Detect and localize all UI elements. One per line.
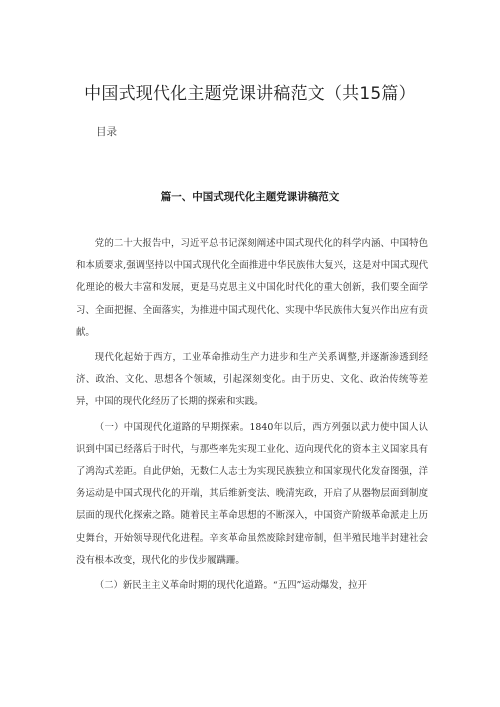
section-heading: 篇一、中国式现代化主题党课讲稿范文 xyxy=(160,191,340,203)
paragraph-1: 党的二十大报告中，习近平总书记深刻阐述中国式现代化的科学内涵、中国特色和本质要求,强调坚持以中国式现代化全面推进中华民族伟大复兴，这是对中国式现代化理论的极大丰富和发展，更是马克思主义中国化时代化的重大创新，我们要全面学习、全面把握、全面落实，为推进中国式现代化、实现中华民族伟大复兴作出应有贡献。 xyxy=(76,238,428,338)
paragraph-3: （一）中国现代化道路的早期探索。1840年以后，西方列强以武力使中国人认识到中国已经落后于时代，与那些率先实现工业化、迈向现代化的资本主义国家具有了鸿沟式差距。自此伊始，无数仁人志士为实现民族独立和国家现代化发奋图强，洋务运动是中国式现代化的开端，其后维新变法、晚清宪政，开启了从器物层面到制度层面的现代化探索之路。随着民主革命思想的不断深入，中国资产阶级革命派走上历史舞台，开始领导现代化进程。辛亥革命虽然废除封建帝制，但半殖民地半封建社会没有根本改变，现代化的步伐步履蹒跚。 xyxy=(76,421,428,566)
document-body xyxy=(76,233,428,597)
table-of-contents-label: 目录 xyxy=(96,126,117,138)
paragraph-4: （二）新民主主义革命时期的现代化道路。“五四”运动爆发，拉开 xyxy=(94,580,367,592)
document-title: 中国式现代化主题党课讲稿范文（共15篇） xyxy=(84,84,416,104)
paragraph-2: 现代化起始于西方，工业革命推动生产力进步和生产关系调整,并逐渐渗透到经济、政治、文化、思想各个领域，引起深刻变化。由于历史、文化、政治传统等差异，中国的现代化经历了长期的探索和实践。 xyxy=(76,352,428,408)
